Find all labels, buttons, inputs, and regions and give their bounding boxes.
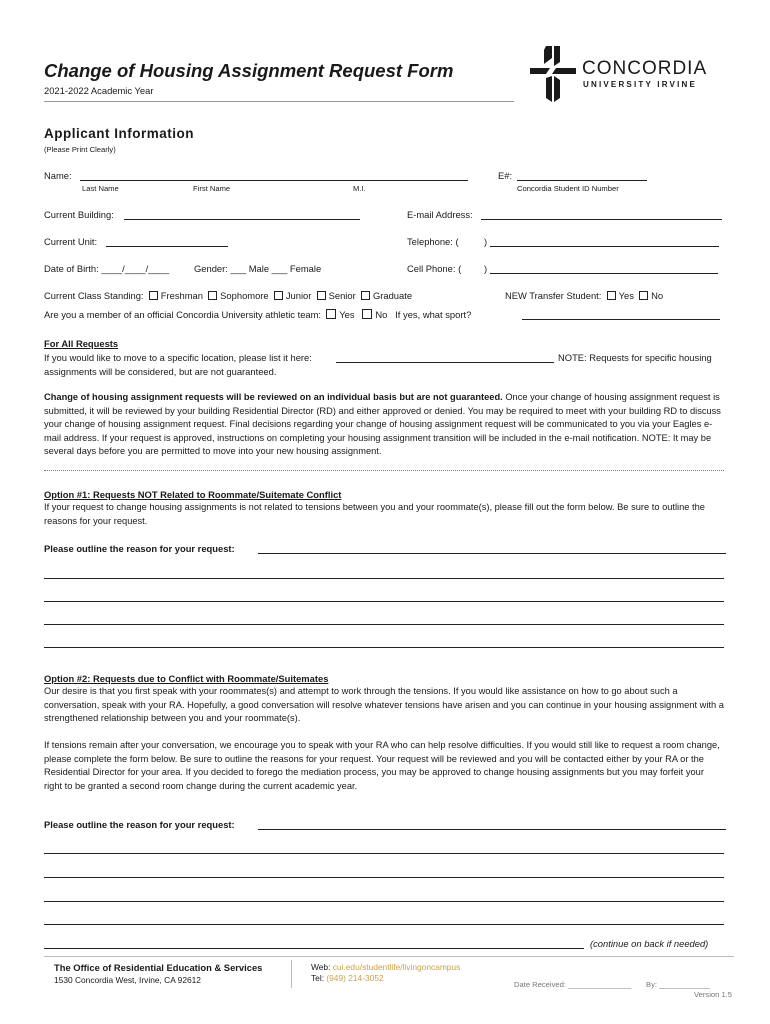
dob-label[interactable]: Date of Birth: ____/____/____ <box>44 263 170 274</box>
email-label: E-mail Address: <box>407 209 473 220</box>
received-by[interactable]: By: ____________ <box>646 980 710 989</box>
telephone-close: ) <box>484 236 488 247</box>
tel-label: Tel: <box>311 973 325 983</box>
first-name-caption: First Name <box>193 184 231 193</box>
concordia-logo <box>530 46 720 102</box>
location-note-cont: assignments will be considered, but are not guaranteed. <box>44 366 277 377</box>
section-divider <box>44 470 724 471</box>
standing-senior[interactable]: Senior <box>317 290 356 301</box>
unit-field[interactable] <box>106 246 228 247</box>
last-name-caption: Last Name <box>82 184 119 193</box>
option1-heading: Option #1: Requests NOT Related to Roommate/Suitemate Conflict <box>44 489 342 500</box>
eid-label: E#: <box>498 170 513 181</box>
unit-label: Current Unit: <box>44 236 98 247</box>
standing-sophomore[interactable]: Sophomore <box>208 290 268 301</box>
checkbox-icon[interactable] <box>326 309 336 319</box>
logo-wordmark: CONCORDIA <box>582 58 708 79</box>
applicant-heading: Applicant Information <box>44 126 194 141</box>
athlete-row <box>44 309 471 320</box>
option2-heading: Option #2: Requests due to Conflict with Roommate/Suitemates <box>44 673 329 684</box>
option1-reason-label: Please outline the reason for your request: <box>44 543 235 554</box>
review-lead: Change of housing assignment requests will be reviewed on an individual basis but are not guaranteed. <box>44 392 503 402</box>
standing-graduate[interactable]: Graduate <box>361 290 412 301</box>
option2-reason-line-3[interactable] <box>44 877 724 878</box>
option1-body: If your request to change housing assignments is not related to tensions between you and your roommate(s), please fill out the form below. Be sure to outline the reasons for your request. <box>44 502 705 526</box>
standing-row <box>44 290 412 301</box>
option1-reason-line-5[interactable] <box>44 647 724 648</box>
review-paragraph <box>44 391 728 459</box>
footer-rule <box>44 956 734 957</box>
eid-caption: Concordia Student ID Number <box>517 184 619 193</box>
sport-label: If yes, what sport? <box>395 309 472 320</box>
option1-reason-line-1[interactable] <box>258 553 726 554</box>
logo-subtitle: UNIVERSITY IRVINE <box>583 80 698 89</box>
cell-close: ) <box>484 263 488 274</box>
print-clearly-note: (Please Print Clearly) <box>44 145 116 154</box>
telephone-label: Telephone: ( <box>407 236 459 247</box>
option2-body2: If tensions remain after your conversation, we encourage you to speak with your RA who can help resolve difficulties. If you would still like to request a room change, please complete the form below. Be sure to outline the reasons for your request. Your request will be reviewed and you will be contacted either by your RA or the Residential Director for your area. If you decided to forego the mediation process, you may be approved to change housing assignments but you may forfeit your right to be granted a second room change during the current academic year. <box>44 740 720 791</box>
location-field[interactable] <box>336 362 554 363</box>
checkbox-icon[interactable] <box>274 291 283 300</box>
sport-field[interactable] <box>522 319 720 320</box>
web-row <box>311 962 460 972</box>
checkbox-icon[interactable] <box>208 291 217 300</box>
option2-reason-line-6[interactable] <box>44 948 584 949</box>
option2-reason-line-5[interactable] <box>44 924 724 925</box>
option2-reason-line-4[interactable] <box>44 901 724 902</box>
transfer-yes[interactable]: Yes <box>607 290 634 301</box>
transfer-no[interactable]: No <box>639 290 663 301</box>
building-field[interactable] <box>124 219 360 220</box>
standing-junior[interactable]: Junior <box>274 290 312 301</box>
location-note: NOTE: Requests for specific housing <box>558 352 712 363</box>
athlete-no[interactable]: No <box>362 309 387 320</box>
office-address: 1530 Concordia West, Irvine, CA 92612 <box>54 975 201 985</box>
cross-logo-icon <box>530 46 576 102</box>
transfer-row <box>505 290 663 301</box>
checkbox-icon[interactable] <box>607 291 616 300</box>
athlete-yes[interactable]: Yes <box>326 309 354 320</box>
checkbox-icon[interactable] <box>317 291 326 300</box>
option2-reason-line-2[interactable] <box>44 853 724 854</box>
checkbox-icon[interactable] <box>361 291 370 300</box>
version: Version 1.5 <box>694 990 732 999</box>
gender-label[interactable]: Gender: ___ Male ___ Female <box>194 263 322 274</box>
tel-row <box>311 973 384 983</box>
continue-note: (continue on back if needed) <box>590 938 709 949</box>
option2-body1: Our desire is that you first speak with your roommates(s) and attempt to work through the tensions. If you would like assistance on how to go about such a conversation, speak with your RA. Hopefully, a good conversation will resolve whatever tensions have arisen and you can continue in your housing assignment with a strengthened relationship between you and your roommate(s). <box>44 686 724 724</box>
footer-divider <box>291 960 292 988</box>
building-label: Current Building: <box>44 209 114 220</box>
header-rule <box>44 101 514 102</box>
name-label: Name: <box>44 170 72 181</box>
tel-number[interactable]: (949) 214-3052 <box>326 973 384 983</box>
location-label: If you would like to move to a specific location, please list it here: <box>44 352 312 363</box>
telephone-field[interactable] <box>490 246 719 247</box>
checkbox-icon[interactable] <box>362 309 372 319</box>
option2-reason-line-1[interactable] <box>258 829 726 830</box>
date-received[interactable]: Date Received: _______________ <box>514 980 632 989</box>
standing-label: Current Class Standing: <box>44 290 144 301</box>
academic-year: 2021-2022 Academic Year <box>44 85 154 96</box>
option1-reason-line-4[interactable] <box>44 624 724 625</box>
email-field[interactable] <box>481 219 722 220</box>
checkbox-icon[interactable] <box>639 291 648 300</box>
option1-reason-line-2[interactable] <box>44 578 724 579</box>
all-requests-heading: For All Requests <box>44 338 119 349</box>
cell-label: Cell Phone: ( <box>407 263 462 274</box>
review-body: Once your change of housing assignment request is submitted, it will be reviewed by your building Residential Director (RD) and either approved or denied. You may be required to meet with your building RD to discuss your change of housing assignment request. Final decisions regarding your change of housing assignment request will be communicated to you via your Eagles e-mail address. If your request is approved, instructions on completing your housing assignment transition will be included in the e-mail notification. NOTE: It may be several days before you are permitted to move into your new housing assignment. <box>44 392 721 457</box>
mi-caption: M.I. <box>353 184 366 193</box>
athlete-label: Are you a member of an official Concordia University athletic team: <box>44 309 322 320</box>
page-title: Change of Housing Assignment Request Form <box>44 60 454 81</box>
web-link[interactable]: cui.edu/studentlife/livingoncampus <box>332 962 461 972</box>
eid-field[interactable] <box>517 180 647 181</box>
checkbox-icon[interactable] <box>149 291 158 300</box>
option2-reason-label: Please outline the reason for your request: <box>44 819 235 830</box>
web-label: Web: <box>311 962 331 972</box>
transfer-label: NEW Transfer Student: <box>505 290 602 301</box>
name-field[interactable] <box>80 180 468 181</box>
office-name: The Office of Residential Education & Services <box>54 962 263 973</box>
cell-field[interactable] <box>490 273 718 274</box>
standing-freshman[interactable]: Freshman <box>149 290 203 301</box>
option1-reason-line-3[interactable] <box>44 601 724 602</box>
